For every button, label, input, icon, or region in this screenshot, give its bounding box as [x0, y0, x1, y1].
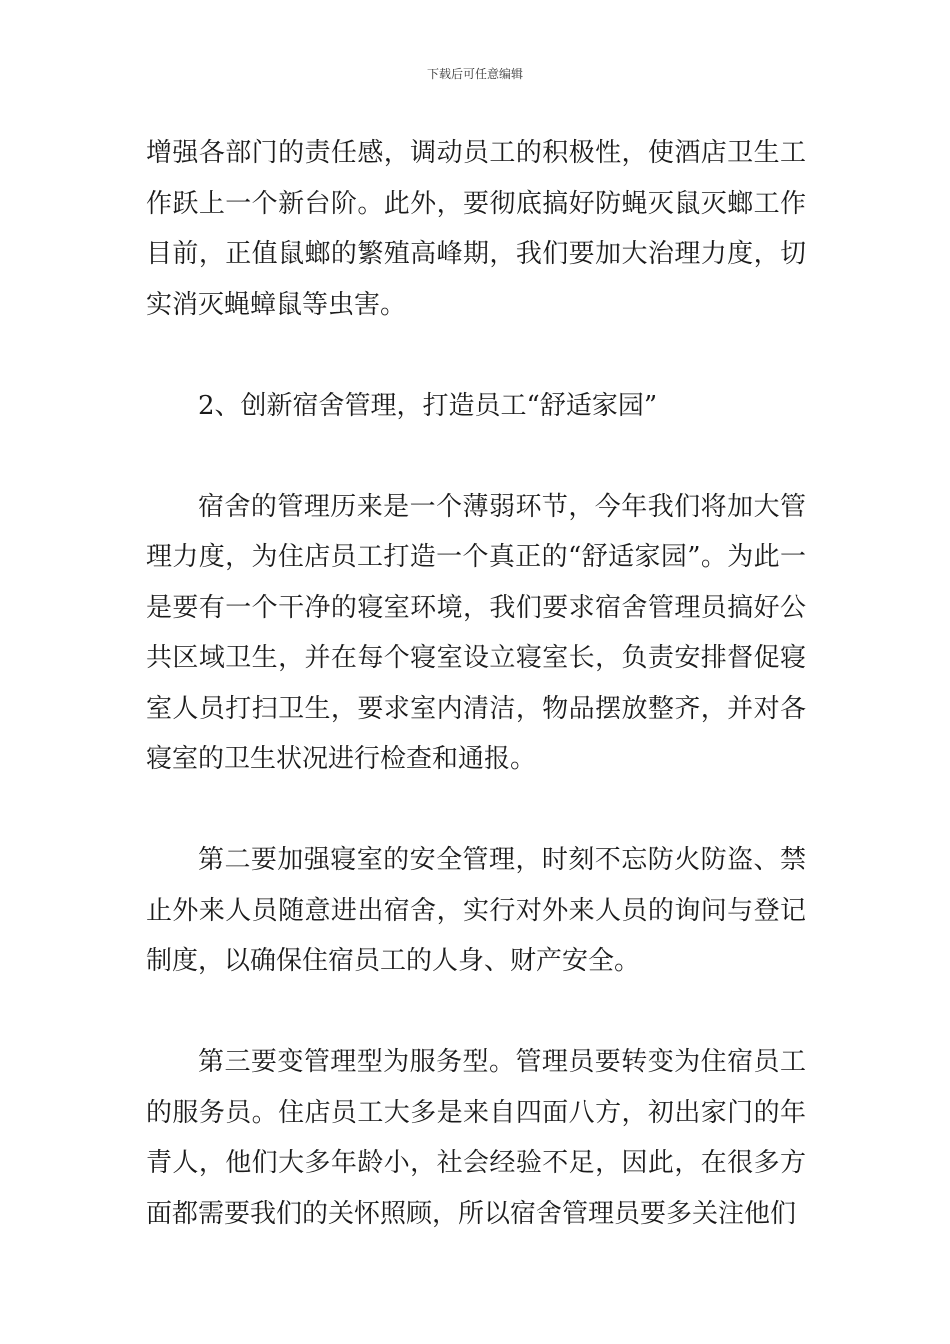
- page-header: 下载后可任意编辑: [426, 67, 523, 81]
- paragraph-hygiene-continuation: 增强各部门的责任感，调动员工的积极性，使酒店卫生工作跃上一个新台阶。此外，要彻底搞好防蝇灭鼠灭螂工作目前，正值鼠螂的繁殖高峰期，我们要加大治理力度，切实消灭蝇蟑鼠等虫害。: [146, 138, 806, 320]
- document-body: [146, 128, 806, 1239]
- paragraph-dormitory-service: 第三要变管理型为服务型。管理员要转变为住宿员工的服务员。住店员工大多是来自四面八方，初出家门的年青人，他们大多年龄小，社会经验不足，因此，在很多方面都需要我们的关怀照顾，所以宿舍管理员要多关注他们: [146, 1047, 806, 1229]
- section-heading-dormitory: 2、创新宿舍管理，打造员工“舒适家园”: [198, 390, 658, 421]
- paragraph-dormitory-environment: 宿舍的管理历来是一个薄弱环节，今年我们将加大管理力度，为住店员工打造一个真正的“舒适家园”。为此一是要有一个干净的寝室环境，我们要求宿舍管理员搞好公共区域卫生，并在每个寝室设立寝室长，负责安排督促寝室人员打扫卫生，要求室内清洁，物品摆放整齐，并对各寝室的卫生状况进行检查和通报。: [146, 491, 806, 774]
- paragraph-dormitory-safety: 第二要加强寝室的安全管理，时刻不忘防火防盗、禁止外来人员随意进出宿舍，实行对外来人员的询问与登记制度，以确保住宿员工的人身、财产安全。: [146, 845, 806, 976]
